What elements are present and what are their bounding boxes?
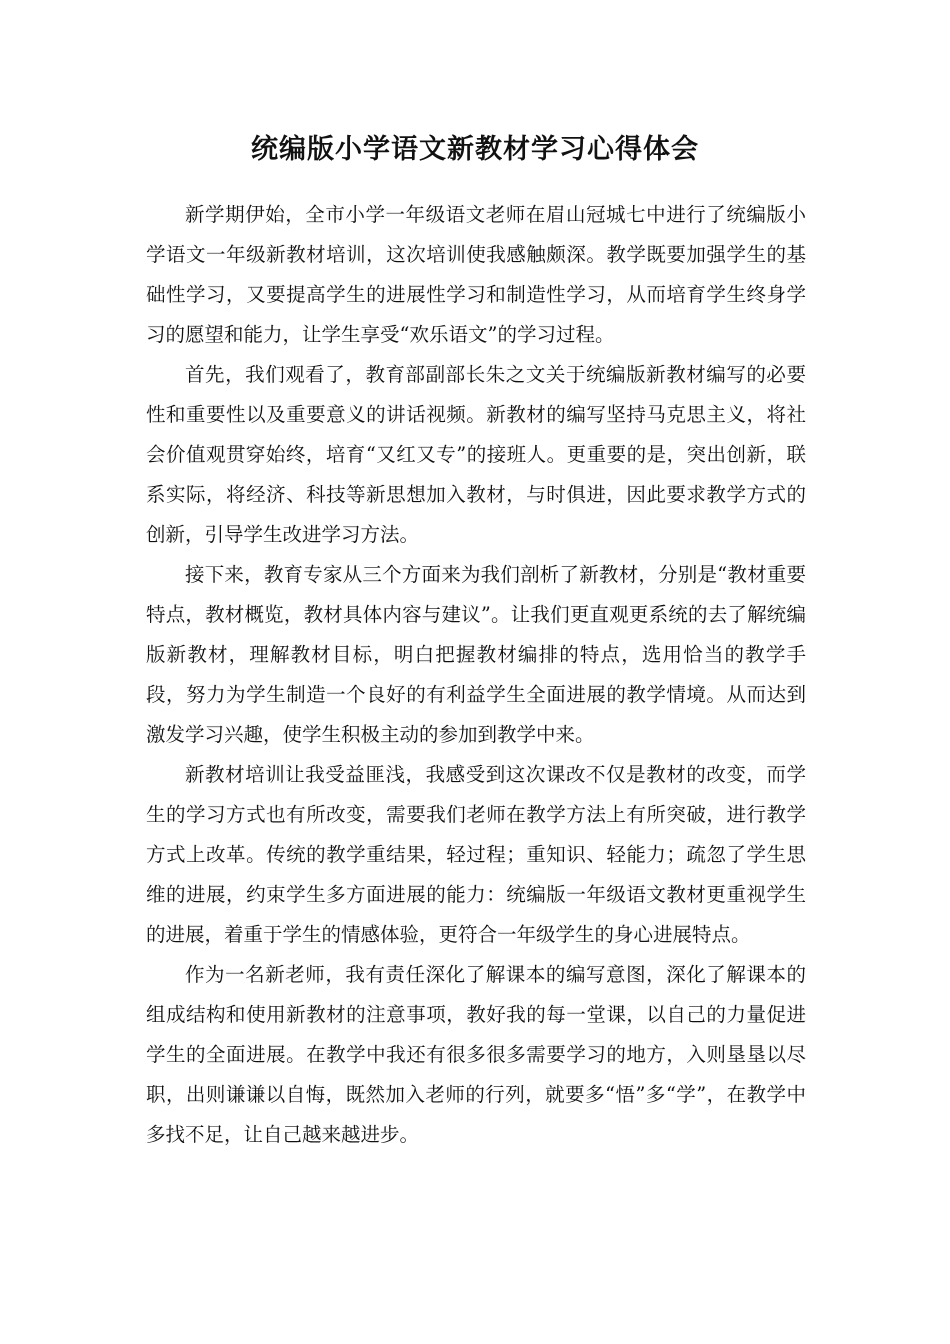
paragraph-1: 新学期伊始，全市小学一年级语文老师在眉山冠城七中进行了统编版小学语文一年级新教材培训，这次培训使我感触颇深。教学既要加强学生的基础性学习，又要提高学生的进展性学习和制造性学习，从而培育学生终身学习的愿望和能力，让学生享受“欢乐语文”的学习过程。 xyxy=(146,203,806,346)
paragraph-2: 首先，我们观看了，教育部副部长朱之文关于统编版新教材编写的必要性和重要性以及重要意义的讲话视频。新教材的编写坚持马克思主义，将社会价值观贯穿始终，培育“又红又专”的接班人。更重要的是，突出创新，联系实际，将经济、科技等新思想加入教材，与时俱进，因此要求教学方式的创新，引导学生改进学习方法。 xyxy=(146,363,806,546)
document-body xyxy=(146,195,806,1155)
paragraph-4: 新教材培训让我受益匪浅，我感受到这次课改不仅是教材的改变，而学生的学习方式也有所改变，需要我们老师在教学方法上有所突破，进行教学方式上改革。传统的教学重结果，轻过程；重知识、轻能力；疏忽了学生思维的进展，约束学生多方面进展的能力：统编版一年级语文教材更重视学生的进展，着重于学生的情感体验，更符合一年级学生的身心进展特点。 xyxy=(146,763,806,946)
document-title: 统编版小学语文新教材学习心得体会 xyxy=(251,134,699,165)
paragraph-3: 接下来，教育专家从三个方面来为我们剖析了新教材，分别是“教材重要特点，教材概览，教材具体内容与建议”。让我们更直观更系统的去了解统编版新教材，理解教材目标，明白把握教材编排的特点，选用恰当的教学手段，努力为学生制造一个良好的有利益学生全面进展的教学情境。从而达到激发学习兴趣，使学生积极主动的参加到教学中来。 xyxy=(146,563,806,746)
paragraph-5: 作为一名新老师，我有责任深化了解课本的编写意图，深化了解课本的组成结构和使用新教材的注意事项，教好我的每一堂课，以自己的力量促进学生的全面进展。在教学中我还有很多很多需要学习的地方，入则垦垦以尽职，出则谦谦以自悔，既然加入老师的行列，就要多“悟”多“学”，在教学中多找不足，让自己越来越进步。 xyxy=(146,963,806,1146)
